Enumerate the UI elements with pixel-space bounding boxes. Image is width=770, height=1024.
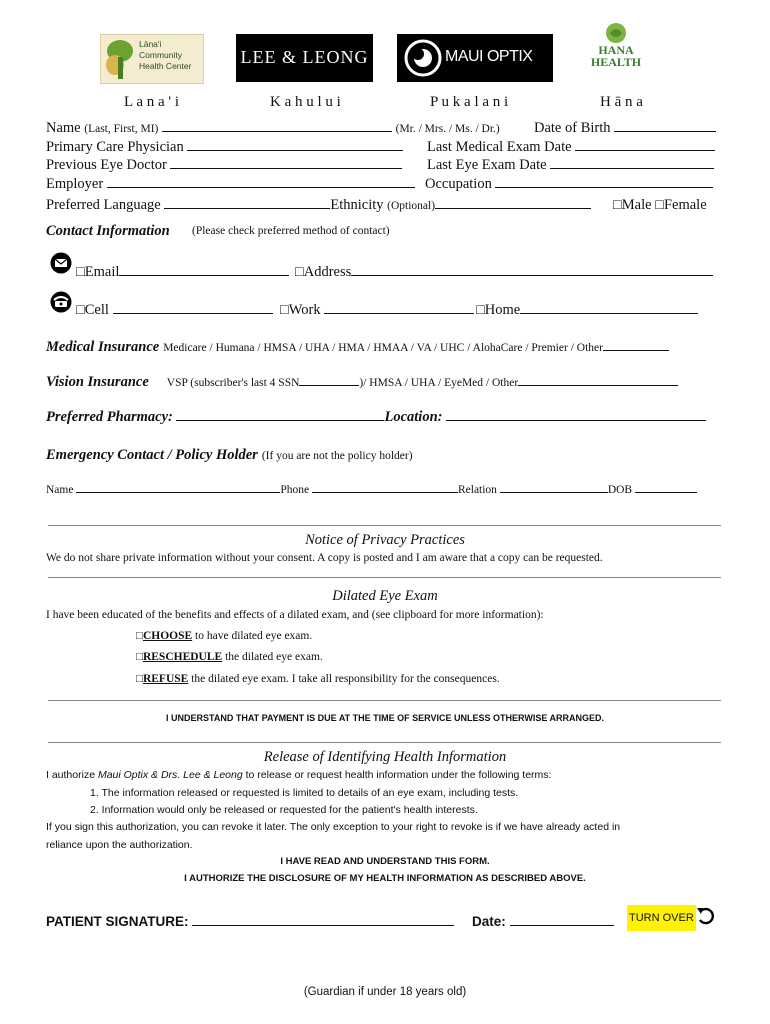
name-input[interactable] [162,120,392,132]
lee-leong-logo-text: LEE & LEONG [240,47,369,67]
signature-label: PATIENT SIGNATURE: [46,914,189,929]
sex-row [613,197,707,214]
release-intro [46,769,551,781]
hana-leaf-icon [604,22,628,44]
address-row [295,264,713,281]
signature-row [46,912,454,929]
cell-input[interactable] [113,302,273,314]
work-row [280,302,474,319]
work-checkbox[interactable]: □Work [280,302,321,318]
emergency-dob-label: DOB [607,484,633,496]
location-kahului: K a h u l u i [270,94,341,110]
contact-title: Contact Information [46,223,170,239]
dilated-choose-row[interactable] [136,630,312,642]
lanai-logo-line-2: Community [139,50,182,60]
cell-checkbox[interactable]: □Cell [76,302,109,318]
address-checkbox[interactable]: □Address [295,264,352,280]
dilated-refuse-key: REFUSE [142,673,189,685]
phone-icon [50,291,72,313]
lanai-logo-line-1: Lāna'i [139,39,162,49]
hana-logo-line-1: HANA [598,43,634,57]
release-ack-1: I HAVE READ AND UNDERSTAND THIS FORM. [280,856,490,867]
emergency-name-input[interactable] [76,483,280,493]
home-checkbox[interactable]: □Home [476,302,521,318]
pcp-row [46,139,403,156]
release-revoke-1: If you sign this authorization, you can revoke it later. The only exception to your right to revoke is if we have already acted in [46,821,621,833]
maui-optix-logo-text: MAUI OPTIX [445,48,533,65]
home-input[interactable] [520,302,698,314]
lanai-leaf-icon [103,37,137,81]
cell-row [76,302,273,319]
address-input[interactable] [351,264,713,276]
pharmacy-location-label: Location: [384,409,443,425]
signature-date-label: Date: [472,914,506,929]
employer-row [46,176,415,193]
medical-insurance-other-input[interactable] [603,339,669,351]
name-hint: (Last, First, MI) [84,123,159,135]
privacy-text: We do not share private information without your consent. A copy is posted and I am aware that a copy can be requested. [46,552,603,564]
guardian-note: (Guardian if under 18 years old) [303,986,467,998]
vision-insurance-options[interactable]: )/ HMSA / UHA / EyeMed / Other [359,377,519,389]
payment-notice: I UNDERSTAND THAT PAYMENT IS DUE AT THE TIME OF SERVICE UNLESS OTHERWISE ARRANGED. [165,713,605,723]
location-pukalani: P u k a l a n i [430,94,509,110]
medical-insurance-title: Medical Insurance [46,339,160,355]
pharmacy-label: Preferred Pharmacy: [46,409,173,425]
emergency-dob-input[interactable] [635,483,697,493]
emergency-title-row [46,446,413,464]
emergency-name-label: Name [46,484,74,496]
pharmacy-location-input[interactable] [446,409,706,421]
dilated-choose-key: CHOOSE [142,630,193,642]
prev-doctor-row [46,157,402,174]
divider-3 [48,700,721,701]
emergency-fields-row [46,483,697,496]
dilated-reschedule-row[interactable] [136,651,323,663]
vision-insurance-row [46,373,678,391]
last-eye-input[interactable] [550,157,714,169]
vision-vsp-label: VSP (subscriber's last 4 SSN [166,377,300,389]
dob-row [534,120,716,137]
last-eye-row [427,157,714,174]
last-eye-label: Last Eye Exam Date [427,157,547,173]
dob-input[interactable] [614,120,716,132]
last-medical-label: Last Medical Exam Date [427,139,572,155]
date-row [472,912,614,929]
signature-input[interactable] [192,912,454,926]
language-label: Preferred Language [46,197,161,213]
dob-label: Date of Birth [534,120,611,136]
dilated-choose-text: to have dilated eye exam. [192,630,313,642]
release-item-2: 2. Information would only be released or requested for the patient's health interests. [90,804,478,816]
lanai-logo-line-3: Health Center [139,61,192,71]
email-checkbox[interactable]: □Email [76,264,120,280]
prev-doctor-label: Previous Eye Doctor [46,157,167,173]
release-ack-2: I AUTHORIZE THE DISCLOSURE OF MY HEALTH INFORMATION AS DESCRIBED ABOVE. [184,873,586,884]
signature-date-input[interactable] [510,912,614,926]
employer-input[interactable] [107,176,415,188]
title-hint: (Mr. / Mrs. / Ms. / Dr.) [395,123,500,135]
home-row [476,302,698,319]
name-row [46,120,500,137]
ethnicity-hint: (Optional) [387,200,436,212]
maui-optix-swirl-icon [403,38,443,78]
vision-ssn-input[interactable] [299,374,359,386]
medical-insurance-options[interactable]: Medicare / Humana / HMSA / UHA / HMA / HMAA / VA / UHC / AlohaCare / Premier / Other [163,342,603,354]
dilated-refuse-checkbox[interactable]: □ [136,673,143,685]
dilated-title: Dilated Eye Exam [332,588,438,604]
release-revoke-2: reliance upon the authorization. [46,839,193,851]
turn-over-label: TURN OVER [627,905,696,931]
vision-other-input[interactable] [518,374,678,386]
emergency-relation-label: Relation [457,484,497,496]
pcp-label: Primary Care Physician [46,139,184,155]
emergency-phone-label: Phone [280,484,310,496]
emergency-phone-input[interactable] [312,483,458,493]
occupation-label: Occupation [425,176,492,192]
ethnicity-label: Ethnicity [330,197,384,213]
emergency-relation-input[interactable] [500,483,608,493]
release-title: Release of Identifying Health Information [263,749,507,765]
ethnicity-input[interactable] [435,197,591,209]
emergency-hint: (If you are not the policy holder) [261,450,413,462]
dilated-reschedule-text: the dilated eye exam. [222,651,323,663]
privacy-title: Notice of Privacy Practices [305,532,465,548]
release-intro-italic: Maui Optix & Drs. Lee & Leong [97,769,243,781]
name-label: Name [46,120,81,136]
dilated-refuse-text: the dilated eye exam. I take all responsibility for the consequences. [188,673,500,685]
email-row [76,264,289,281]
maui-optix-logo [397,34,553,82]
location-hana: H ā n a [600,94,643,110]
occupation-input[interactable] [495,176,713,188]
pharmacy-row [46,409,706,426]
release-item-1: 1. The information released or requested is limited to details of an eye exam, including tests. [90,787,519,799]
prev-doctor-input[interactable] [170,157,402,169]
pharmacy-input[interactable] [176,409,384,421]
location-lanai-label: L a n a ' i [124,94,180,110]
contact-hint: (Please check preferred method of contact) [192,225,390,237]
release-intro-a: I authorize [46,769,98,781]
vision-insurance-title: Vision Insurance [46,374,149,390]
work-input[interactable] [324,302,474,314]
female-checkbox[interactable]: □Female [655,197,707,213]
dilated-refuse-row[interactable] [136,673,500,685]
last-medical-row [427,139,715,156]
dilated-choose-checkbox[interactable]: □ [136,630,143,642]
male-checkbox[interactable]: □Male [613,197,652,213]
lee-leong-logo [236,34,373,82]
pcp-input[interactable] [187,139,403,151]
language-input[interactable] [164,197,330,209]
medical-insurance-row [46,338,669,356]
employer-label: Employer [46,176,104,192]
turn-over-arrow-icon [695,905,717,927]
lanai-logo [100,34,204,84]
last-medical-input[interactable] [575,139,715,151]
divider-4 [48,742,721,743]
divider-2 [48,577,721,578]
occupation-row [425,176,713,193]
dilated-reschedule-key: RESCHEDULE [142,651,223,663]
divider-1 [48,525,721,526]
dilated-reschedule-checkbox[interactable]: □ [136,651,143,663]
dilated-intro: I have been educated of the benefits and effects of a dilated exam, and (see clipboard for more information): [46,609,544,621]
email-input[interactable] [119,264,289,276]
hana-logo-line-2: HEALTH [590,55,642,69]
emergency-title: Emergency Contact / Policy Holder [46,447,258,463]
release-intro-b: to release or request health information under the following terms: [242,769,552,781]
hana-health-logo [586,22,646,78]
language-row [46,197,591,214]
envelope-icon [50,252,72,274]
